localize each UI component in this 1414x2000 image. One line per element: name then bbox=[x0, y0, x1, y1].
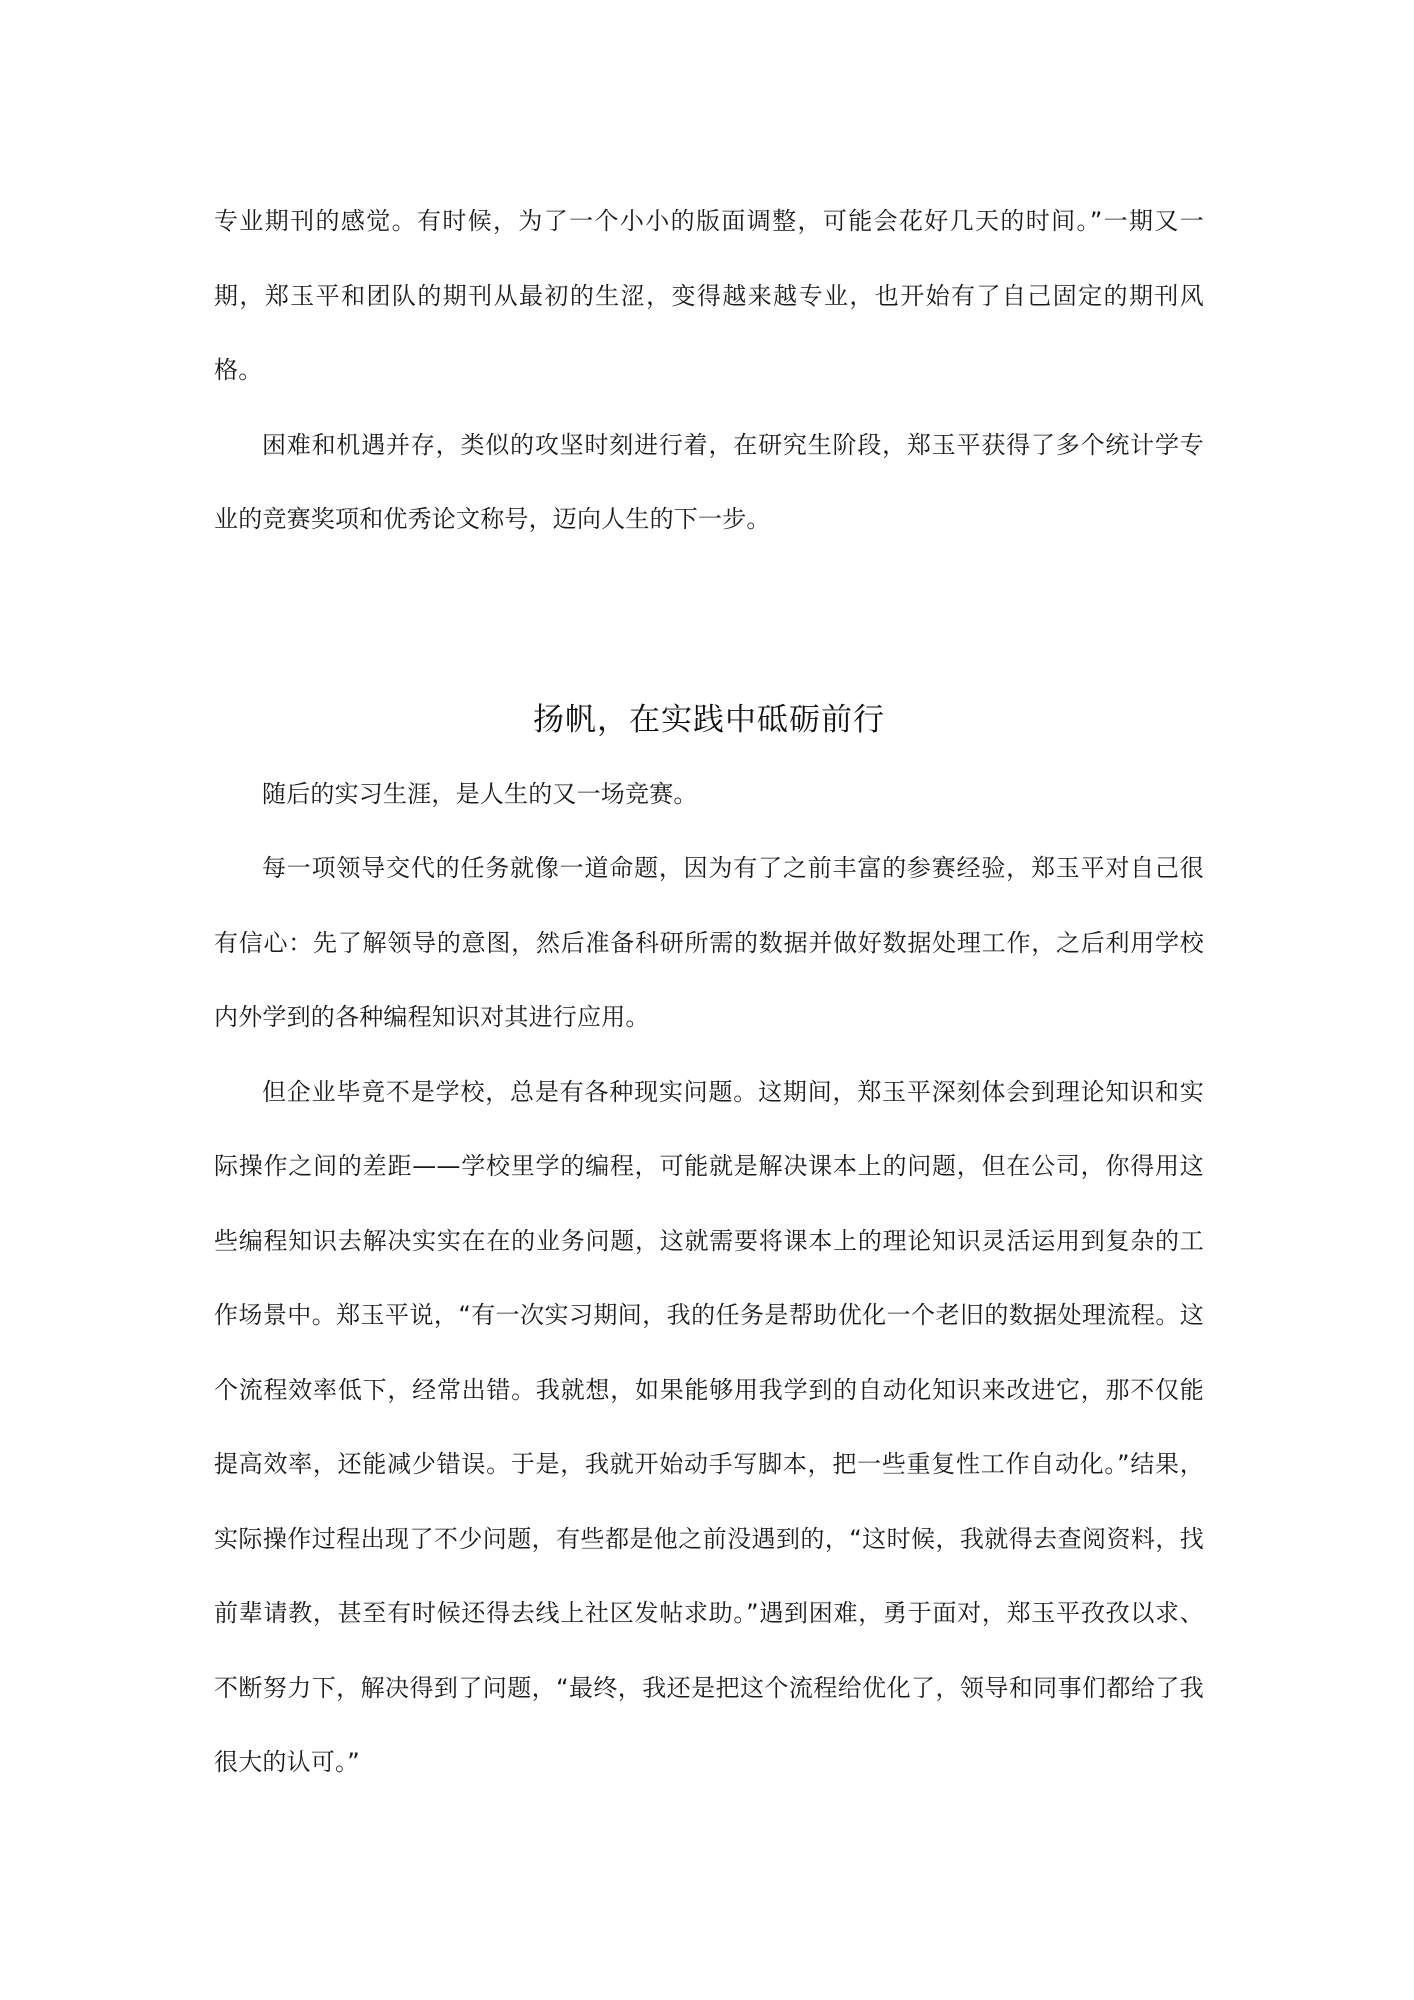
paragraph: 随后的实习生涯，是人生的又一场竞赛。 bbox=[262, 779, 698, 808]
section-spacer bbox=[214, 557, 1204, 683]
paragraph: 困难和机遇并存，类似的攻坚时刻进行着，在研究生阶段，郑玉平获得了多个统计学专业的竞赛奖项和优秀论文称号，迈向人生的下一步。 bbox=[214, 430, 1204, 533]
paragraph: 但企业毕竟不是学校，总是有各种现实问题。这期间，郑玉平深刻体会到理论知识和实际操作之间的差距——学校里学的编程，可能就是解决课本上的问题，但在公司，你得用这些编程知识去解决实实在在的业务问题，这就需要将课本上的理论知识灵活运用到复杂的工作场景中。郑玉平说，“有一次实习期间，我的任务是帮助优化一个老旧的数据处理流程。这个流程效率低下，经常出错。我就想，如果能够用我学到的自动化知识来改进它，那不仅能提高效率，还能减少错误。于是，我就开始动手写脚本，把一些重复性工作自动化。”结果，实际操作过程出现了不少问题，有些都是他之前没遇到的，“这时候，我就得去查阅资料，找前辈请教，甚至有时候还得去线上社区发帖求助。”遇到困难，勇于面对，郑玉平孜孜以求、不断努力下，解决得到了问题，“最终，我还是把这个流程给优化了，领导和同事们都给了我很大的认可。” bbox=[214, 1077, 1204, 1776]
paragraph: 每一项领导交代的任务就像一道命题，因为有了之前丰富的参赛经验，郑玉平对自己很有信心：先了解领导的意图，然后准备科研所需的数据并做好数据处理工作，之后利用学校内外学到的各种编程知识对其进行应用。 bbox=[214, 854, 1204, 1031]
section-heading: 扬帆，在实践中砥砺前行 bbox=[533, 701, 885, 738]
paragraph-continued: 专业期刊的感觉。有时候，为了一个小小的版面调整，可能会花好几天的时间。”一期又一期，郑玉平和团队的期刊从最初的生涩，变得越来越专业，也开始有了自己固定的期刊风格。 bbox=[214, 207, 1204, 384]
article-body bbox=[214, 184, 1204, 1800]
